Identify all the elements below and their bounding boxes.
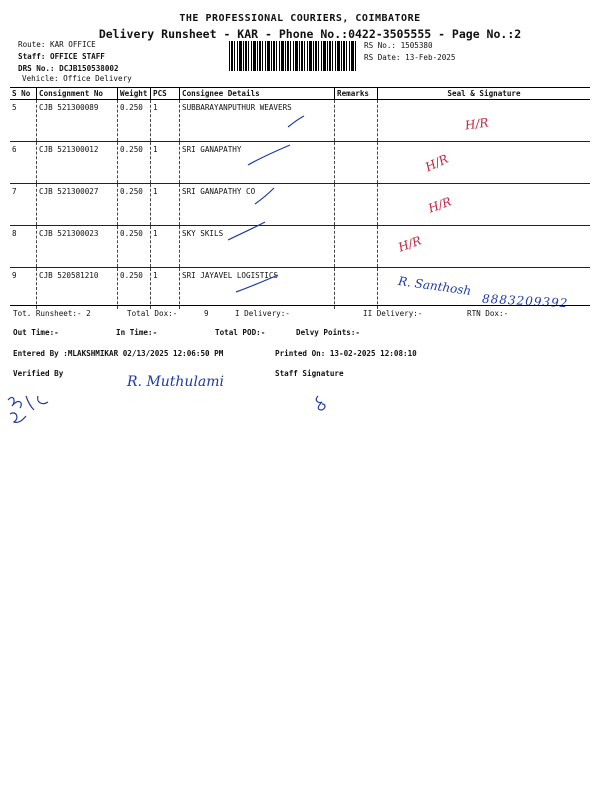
cell-consignee: SRI GANAPATHY <box>180 142 335 184</box>
cell-weight: 0.250 <box>118 184 151 226</box>
rs-number: RS No.: 1505380 <box>364 41 433 50</box>
col-remarks: Remarks <box>335 88 378 100</box>
tick-mark <box>236 275 278 292</box>
cell-consignee: SUBBARAYANPUTHUR WEAVERS <box>180 100 335 142</box>
printed-on: Printed On: 13-02-2025 12:08:10 <box>275 349 417 358</box>
rtn-dox: RTN Dox:- <box>467 309 509 318</box>
staff-signature-label: Staff Signature <box>275 369 344 378</box>
cell-sno: 9 <box>10 268 37 310</box>
cell-consignment: CJB 521300089 <box>37 100 118 142</box>
staff-label: Staff: OFFICE STAFF <box>18 52 105 61</box>
cell-sno: 7 <box>10 184 37 226</box>
cell-consignment: CJB 521300023 <box>37 226 118 268</box>
tick-marks <box>0 95 600 305</box>
signature-scribble <box>316 396 325 410</box>
cell-consignee: SRI GANAPATHY CO <box>180 184 335 226</box>
handwritten-phone: 8883209392 <box>481 291 569 311</box>
company-name: THE PROFESSIONAL COURIERS, COIMBATORE <box>179 13 421 24</box>
cell-pcs: 1 <box>151 142 180 184</box>
rs-date: RS Date: 13-Feb-2025 <box>364 53 456 62</box>
cell-weight: 0.250 <box>118 142 151 184</box>
cell-sno: 5 <box>10 100 37 142</box>
cell-consignment: CJB 520581210 <box>37 268 118 310</box>
cell-sno: 6 <box>10 142 37 184</box>
vehicle-label: Vehicle: Office Delivery <box>22 74 132 83</box>
drs-number: DRS No.: DCJB150538002 <box>18 64 119 73</box>
cell-pcs: 1 <box>151 268 180 310</box>
col-consignee: Consignee Details <box>180 88 335 100</box>
cell-consignment: CJB 521300027 <box>37 184 118 226</box>
verifier-signature: R. Muthulami <box>127 374 225 390</box>
cell-pcs: 1 <box>151 100 180 142</box>
cell-consignee: SRI JAYAVEL LOGISTICS <box>180 268 335 310</box>
cell-weight: 0.250 <box>118 100 151 142</box>
signature-scribble <box>8 396 48 422</box>
cell-consignment: CJB 521300012 <box>37 142 118 184</box>
entered-by: Entered By :MLAKSHMIKAR 02/13/2025 12:06:50 PM <box>13 349 224 358</box>
cell-consignee: SKY SKILS <box>180 226 335 268</box>
verified-by-label: Verified By <box>13 369 64 378</box>
col-consignment: Consignment No <box>37 88 118 100</box>
cell-sno: 8 <box>10 226 37 268</box>
i-delivery: I Delivery:- <box>235 309 290 318</box>
total-dox-value: 9 <box>204 309 209 318</box>
barcode <box>229 41 356 71</box>
ii-delivery: II Delivery:- <box>363 309 423 318</box>
col-seal: Seal & Signature <box>378 88 591 100</box>
tick-mark <box>288 116 304 127</box>
col-sno: S No <box>10 88 37 100</box>
total-pod: Total POD:- <box>215 328 266 337</box>
total-dox-label: Total Dox:- <box>127 309 178 318</box>
signature-scribbles <box>0 388 600 438</box>
in-time: In Time:- <box>116 328 158 337</box>
cell-weight: 0.250 <box>118 268 151 310</box>
tick-mark <box>228 222 265 240</box>
seal-mark: H/R <box>423 151 451 175</box>
cell-pcs: 1 <box>151 184 180 226</box>
cell-weight: 0.250 <box>118 226 151 268</box>
runsheet-title: Delivery Runsheet - KAR - Phone No.:0422-3505555 - Page No.:2 <box>98 27 522 41</box>
out-time: Out Time:- <box>13 328 59 337</box>
seal-mark: H/R <box>426 194 454 216</box>
tot-runsheet: Tot. Runsheet:- 2 <box>13 309 91 318</box>
receiver-signature: R. Santhosh <box>397 273 473 299</box>
route-label: Route: KAR OFFICE <box>18 40 96 49</box>
seal-mark: H/R <box>396 233 424 255</box>
tick-mark <box>255 188 274 204</box>
tick-mark <box>248 145 290 165</box>
table-bottom-rule <box>10 305 590 306</box>
col-pcs: PCS <box>151 88 180 100</box>
cell-pcs: 1 <box>151 226 180 268</box>
seal-mark: H/R <box>464 115 490 133</box>
delvy-points: Delvy Points:- <box>296 328 361 337</box>
col-weight: Weight <box>118 88 151 100</box>
